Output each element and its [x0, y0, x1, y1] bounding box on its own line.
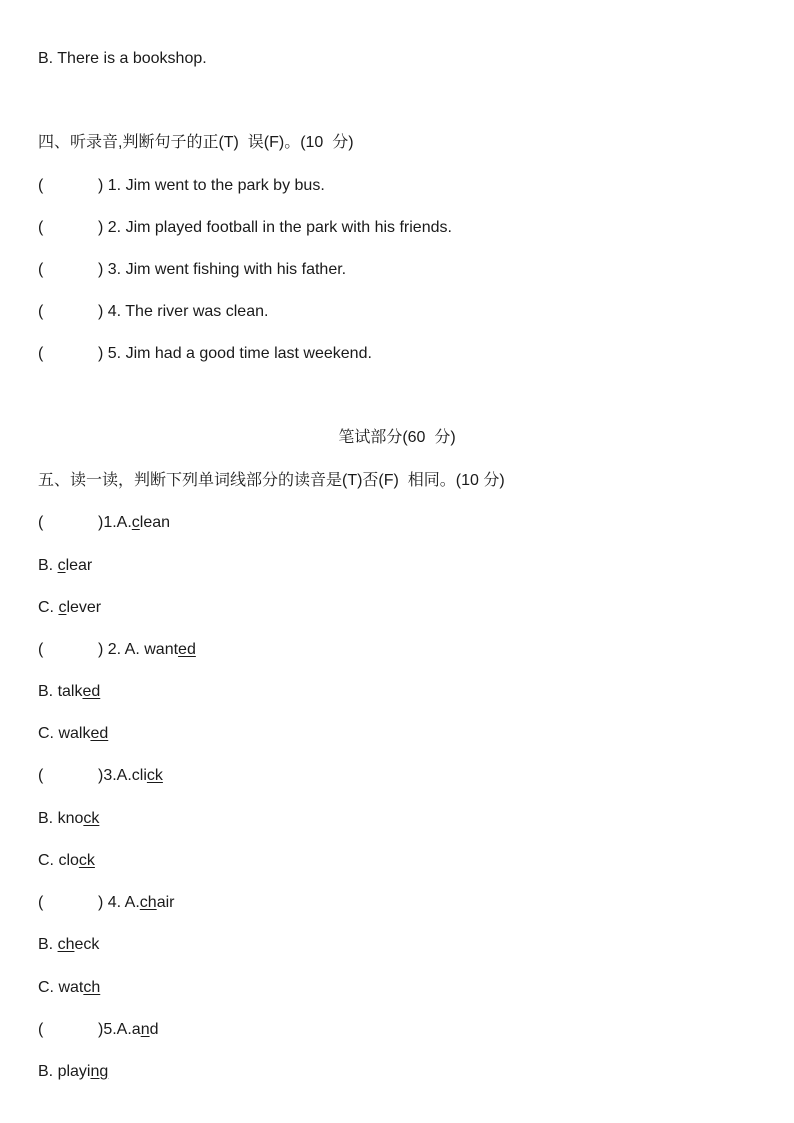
- underlined-letters: c: [58, 599, 67, 616]
- q5-option-a: [38, 1020, 159, 1040]
- underlined-letters: ck: [83, 810, 100, 827]
- option-text: B. talk: [38, 683, 83, 700]
- answer-paren[interactable]: (: [38, 219, 44, 236]
- underlined-letters: ed: [82, 683, 101, 700]
- section4-heading: 四、听录音,判断句子的正(T) 误(F)。(10 分): [38, 134, 354, 151]
- option-text: ) 2. A. want: [98, 641, 179, 658]
- underlined-letters: ch: [57, 936, 75, 953]
- option-text: air: [156, 894, 175, 911]
- item-text: ) 1. Jim went to the park by bus.: [98, 177, 325, 194]
- answer-paren[interactable]: (: [38, 1021, 44, 1038]
- underlined-letters: c: [131, 514, 140, 531]
- answer-paren[interactable]: (: [38, 767, 44, 784]
- q5-option-b: [38, 1062, 108, 1082]
- option-text: B. playi: [38, 1063, 91, 1080]
- option-text: lear: [65, 557, 93, 574]
- q4-option-b: [38, 935, 99, 955]
- item-text: ) 4. The river was clean.: [98, 303, 269, 320]
- option-text: C. clo: [38, 852, 79, 869]
- underlined-letters: ch: [83, 979, 101, 996]
- q2-option-c: [38, 724, 108, 744]
- answer-paren[interactable]: (: [38, 177, 44, 194]
- q3-option-b: [38, 809, 99, 829]
- q2-option-b: [38, 682, 100, 702]
- q1-option-a: [38, 513, 170, 533]
- q4-option-c: [38, 978, 100, 998]
- q3-option-a: [38, 766, 163, 786]
- option-text: )3.A.cli: [98, 767, 147, 784]
- section4-item-5: [38, 344, 372, 364]
- previous-option-b: B. There is a bookshop.: [38, 50, 207, 67]
- underlined-letters: ed: [178, 641, 196, 658]
- q3-option-c: [38, 851, 95, 871]
- answer-paren[interactable]: (: [38, 894, 44, 911]
- q2-option-a: [38, 640, 196, 660]
- option-text: lean: [139, 514, 171, 531]
- option-text: C. walk: [38, 725, 91, 742]
- underlined-letters: ed: [90, 725, 109, 742]
- q1-option-c: [38, 598, 101, 618]
- underlined-letters: ch: [139, 894, 157, 911]
- option-text: eck: [74, 936, 100, 953]
- option-text: d: [149, 1021, 159, 1038]
- option-text: C.: [38, 599, 59, 616]
- option-text: lever: [66, 599, 102, 616]
- q4-option-a: [38, 893, 174, 913]
- section5-heading: 五、读一读，判断下列单词线部分的读音是(T)否(F) 相同。(10 分): [38, 472, 505, 489]
- item-text: ) 2. Jim played football in the park with his friends.: [98, 219, 452, 236]
- option-text: B.: [38, 557, 58, 574]
- section4-item-3: [38, 260, 346, 280]
- option-text: C. wat: [38, 979, 84, 996]
- item-text: ) 5. Jim had a good time last weekend.: [98, 345, 372, 362]
- answer-paren[interactable]: (: [38, 261, 44, 278]
- section4-item-4: [38, 302, 268, 322]
- answer-paren[interactable]: (: [38, 345, 44, 362]
- option-text: B. kno: [38, 810, 84, 827]
- q1-option-b: [38, 556, 92, 576]
- answer-paren[interactable]: (: [38, 641, 44, 658]
- option-text: )1.A.: [98, 514, 132, 531]
- section4-item-1: [38, 176, 325, 196]
- written-part-title: 笔试部分(60 分): [338, 429, 456, 446]
- answer-paren[interactable]: (: [38, 303, 44, 320]
- answer-paren[interactable]: (: [38, 514, 44, 531]
- underlined-letters: n: [140, 1021, 150, 1038]
- option-text: )5.A.a: [98, 1021, 141, 1038]
- section4-item-2: [38, 218, 452, 238]
- option-text: B.: [38, 936, 58, 953]
- item-text: ) 3. Jim went fishing with his father.: [98, 261, 347, 278]
- underlined-letters: ck: [78, 852, 95, 869]
- underlined-letters: c: [57, 557, 66, 574]
- underlined-letters: ng: [90, 1063, 109, 1080]
- option-text: ) 4. A.: [98, 894, 140, 911]
- underlined-letters: ck: [146, 767, 163, 784]
